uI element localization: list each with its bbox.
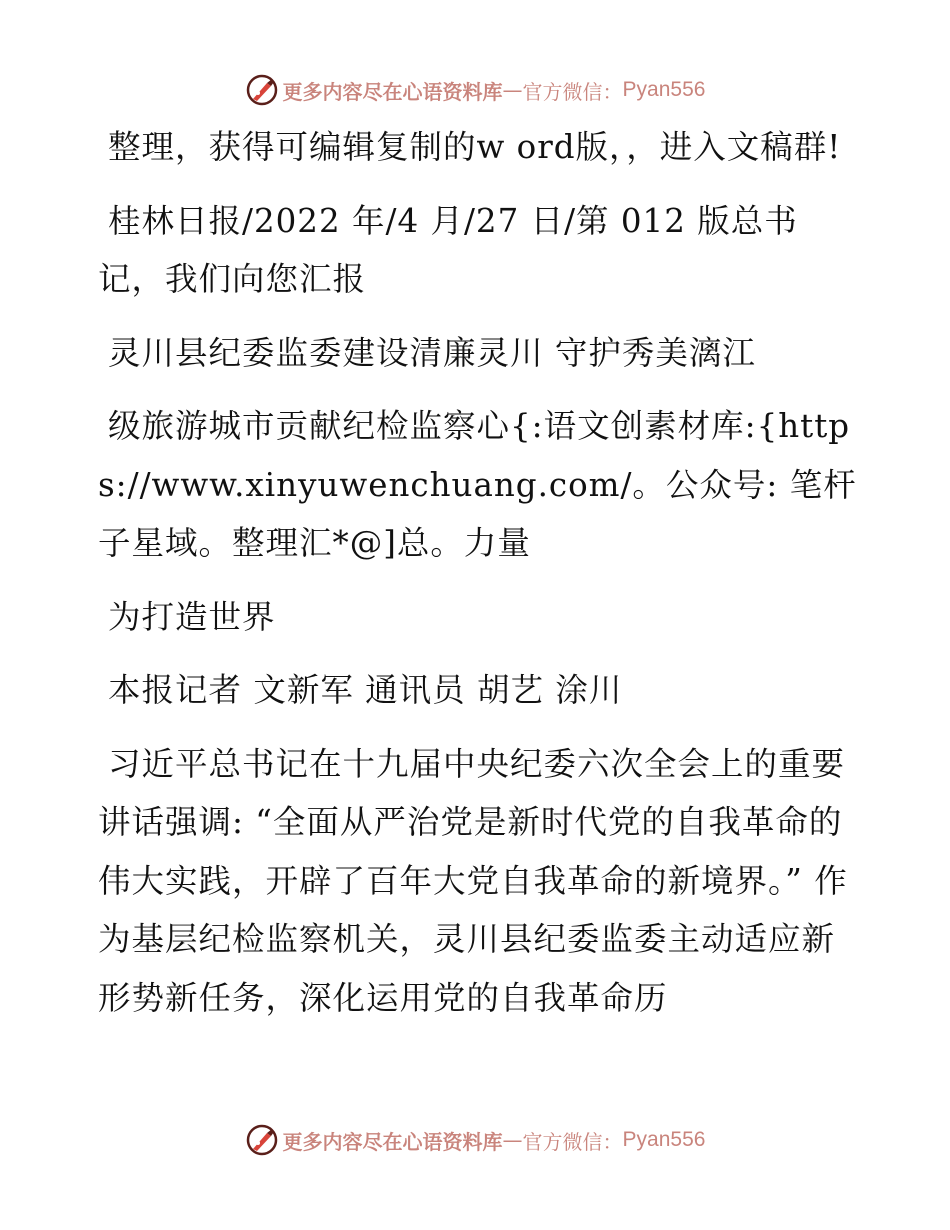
paragraph-5: 为打造世界 <box>108 597 276 636</box>
pen-logo-icon <box>245 73 279 107</box>
banner-wechat-id: Pyan556 <box>622 78 706 101</box>
paragraph-6: 本报记者 文新军 通讯员 胡艺 涂川 <box>108 671 623 709</box>
banner-official-label: 官方微信： <box>522 1129 623 1154</box>
pen-logo-icon <box>245 1123 279 1157</box>
header-banner <box>0 70 950 110</box>
document-body <box>98 118 858 1042</box>
banner-site-text: 更多内容尽在心语资料库 <box>282 1129 503 1154</box>
banner-official-label: 官方微信： <box>522 79 623 104</box>
banner-dash: — <box>502 1128 523 1152</box>
paragraph-2: 桂林日报/2022 年/4 月/27 日/第 012 版总书记，我们向您汇报 <box>98 201 798 298</box>
footer-banner <box>0 1120 950 1160</box>
banner-dash: — <box>502 78 523 102</box>
banner-site-text: 更多内容尽在心语资料库 <box>282 79 503 104</box>
banner-wechat-id: Pyan556 <box>622 1128 706 1151</box>
paragraph-3: 灵川县纪委监委建设清廉灵川 守护秀美漓江 <box>108 333 756 372</box>
paragraph-4: 级旅游城市贡献纪检监察心{:语文创素材库:{https://www.xinyuwenchuang.com/。公众号: 笔杆子星域。整理汇*@]总。力量 <box>98 407 857 562</box>
paragraph-7: 习近平总书记在十九届中央纪委六次全会上的重要讲话强调: “全面从严治党是新时代党的自我革命的伟大实践，开辟了百年大党自我革命的新境界。” 作为基层纪检监察机关，灵川县纪委监委主动适应新形势新任务，深化运用党的自我革命历 <box>98 744 848 1017</box>
paragraph-1: 整理，获得可编辑复制的w ord版，，进入文稿群! <box>108 128 842 166</box>
